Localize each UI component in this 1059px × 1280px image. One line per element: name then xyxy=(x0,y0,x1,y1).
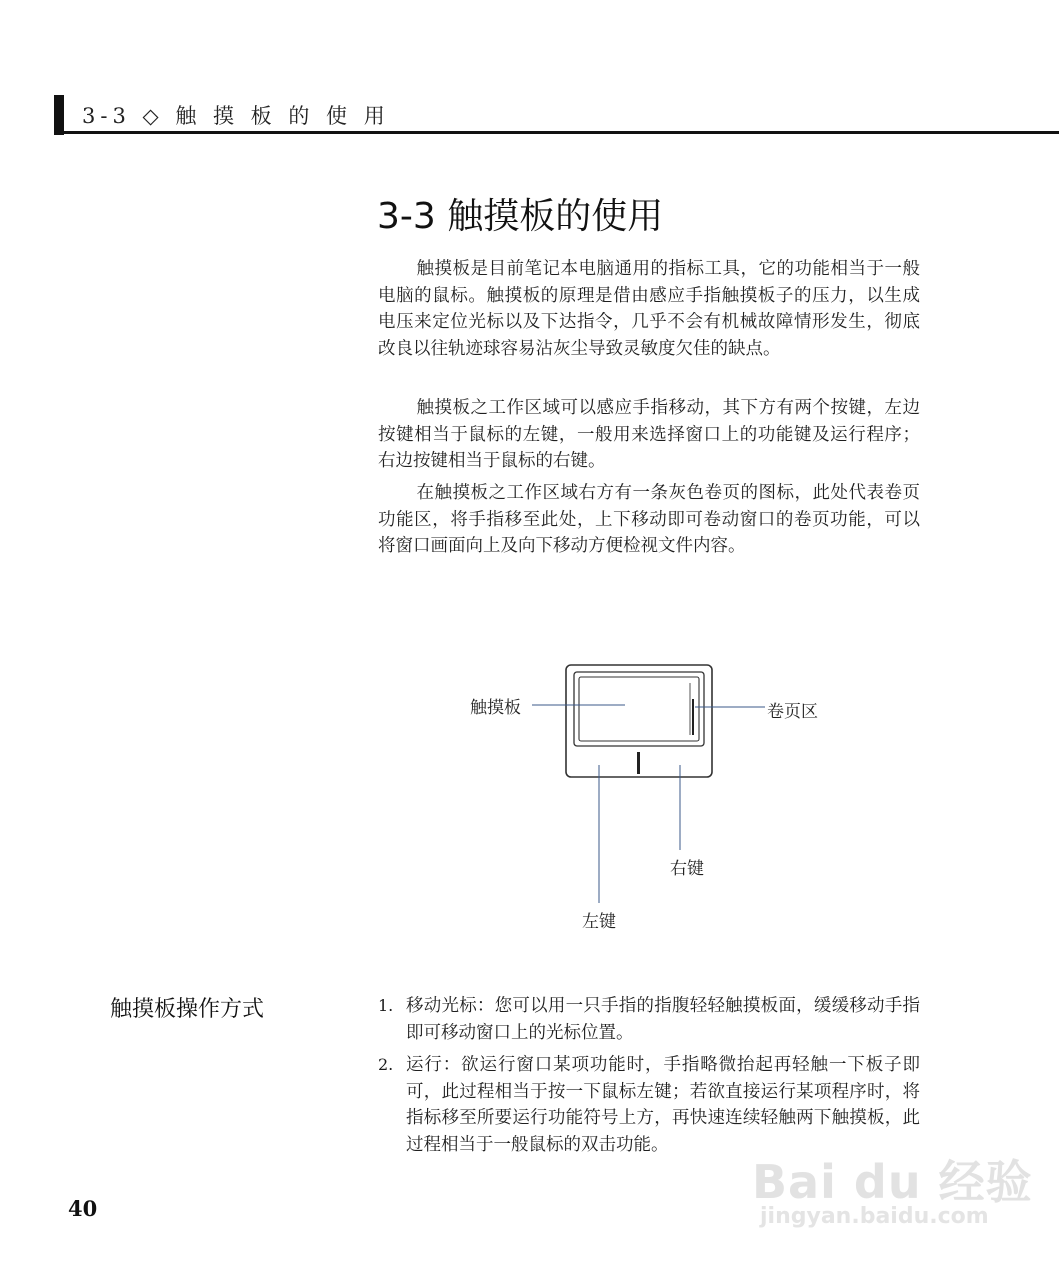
paragraph-buttons: 触摸板之工作区域可以感应手指移动，其下方有两个按键，左边按键相当于鼠标的左键，一般用来选择窗口上的功能键及运行程序；右边按键相当于鼠标的右键。 xyxy=(378,398,920,472)
running-header: 3-3 ◇ 触 摸 板 的 使 用 xyxy=(82,104,390,128)
watermark-url: jingyan.baidu.com xyxy=(760,1204,989,1229)
label-right-button: 右键 xyxy=(670,859,704,879)
section-title: 3-3 触摸板的使用 xyxy=(377,196,664,237)
paragraph-intro: 触摸板是目前笔记本电脑通用的指标工具，它的功能相当于一般电脑的鼠标。触摸板的原理是借由感应手指触摸板子的压力，以生成电压来定位光标以及下达指令，几乎不会有机械故障情形发生，彻底改良以往轨迹球容易沾灰尘导致灵敏度欠佳的缺点。 xyxy=(378,259,920,359)
list-item-number: 2. xyxy=(378,1055,394,1074)
list-item-number: 1. xyxy=(378,996,394,1015)
operations-heading: 触摸板操作方式 xyxy=(110,997,265,1022)
paragraph-scroll: 在触摸板之工作区域右方有一条灰色卷页的图标，此处代表卷页功能区，将手指移至此处，上下移动即可卷动窗口的卷页功能，可以将窗口画面向上及向下移动方便检视文件内容。 xyxy=(378,483,920,557)
list-item-text: 运行：欲运行窗口某项功能时，手指略微抬起再轻触一下板子即可，此过程相当于按一下鼠标左键；若欲直接运行某项程序时，将指标移至所要运行功能符号上方，再快速连续轻触两下触摸板，此过程相当于一般鼠标的双击功能。 xyxy=(406,1055,920,1155)
header-accent-bar xyxy=(54,95,64,135)
label-touchpad: 触摸板 xyxy=(470,698,521,718)
label-left-button: 左键 xyxy=(582,912,616,932)
touchpad-surface-inner xyxy=(579,677,699,741)
list-item xyxy=(378,993,920,1046)
header-rule xyxy=(54,131,1059,134)
page-number: 40 xyxy=(68,1196,98,1221)
button-separator xyxy=(637,752,640,774)
label-scroll-area: 卷页区 xyxy=(767,702,818,722)
list-item-text: 移动光标：您可以用一只手指的指腹轻轻触摸板面，缓缓移动手指即可移动窗口上的光标位置。 xyxy=(406,996,920,1043)
list-item xyxy=(378,1052,920,1158)
watermark-logo: Bai du 经验 xyxy=(752,1155,1033,1209)
touchpad-diagram xyxy=(460,655,840,940)
